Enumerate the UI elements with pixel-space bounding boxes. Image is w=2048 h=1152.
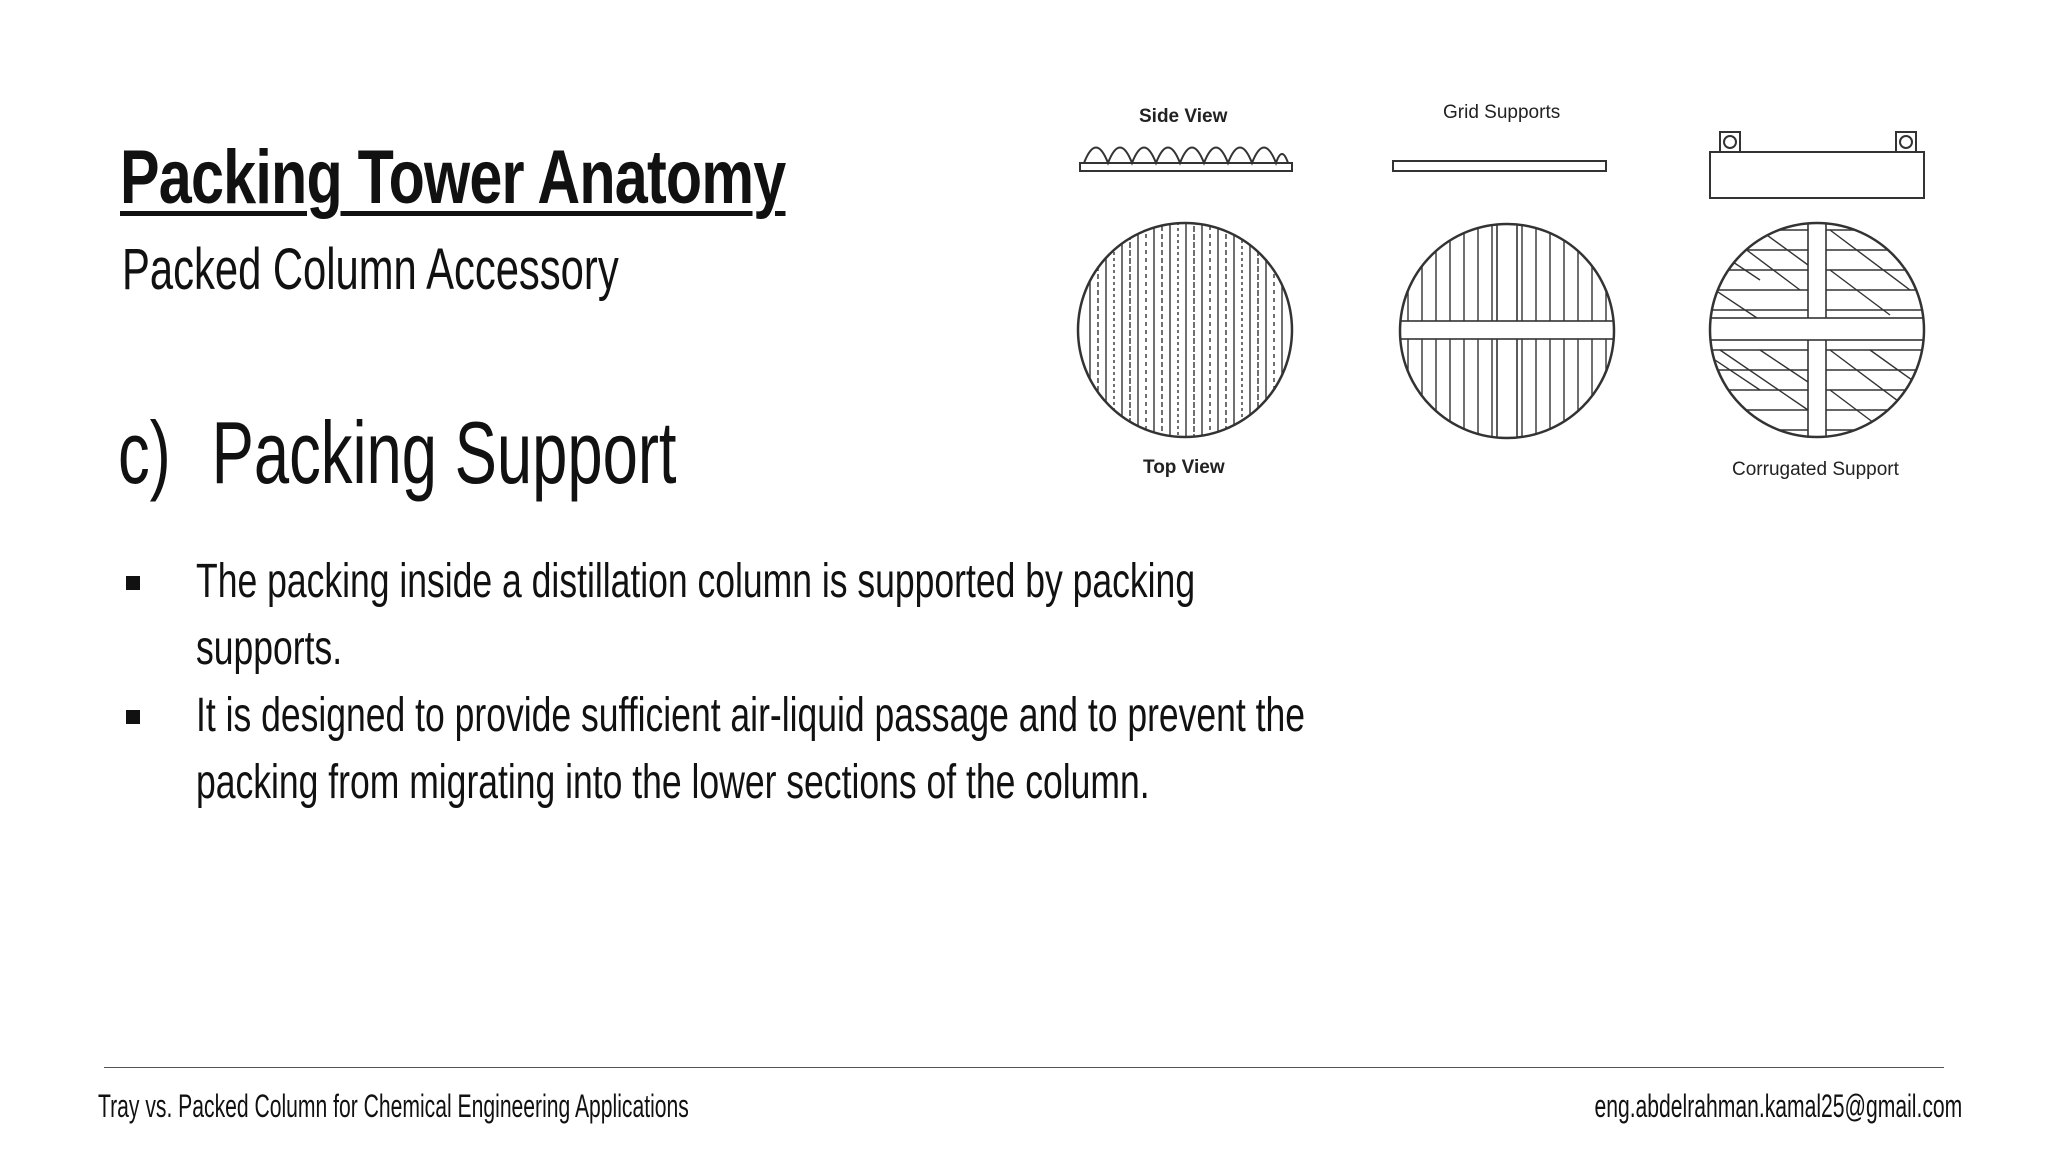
footer-email: eng.abdelrahman.kamal25@gmail.com xyxy=(1594,1088,1962,1124)
packing-support-figure xyxy=(1060,90,1960,490)
section-heading xyxy=(118,402,677,504)
grid-supports-label: Grid Supports xyxy=(1443,102,1561,123)
bullet-text: It is designed to provide sufficient air-liquid passage and to prevent the packing from migrating into the lower sections of the column. xyxy=(196,689,1306,809)
section-heading-text: Packing Support xyxy=(211,403,677,502)
grid-support-side-drawing xyxy=(1393,161,1606,171)
corrugated-support-side-drawing xyxy=(1710,132,1924,198)
footer-course-title: Tray vs. Packed Column for Chemical Engineering Applications xyxy=(98,1088,689,1124)
slide-subtitle: Packed Column Accessory xyxy=(122,237,619,302)
top-view-label: Top View xyxy=(1143,457,1225,478)
bullet-item xyxy=(120,548,1620,682)
slide-title: Packing Tower Anatomy xyxy=(120,135,786,220)
grid-support-top-drawing xyxy=(1390,210,1630,450)
side-view-drawing xyxy=(1080,148,1292,172)
corrugated-support-label: Corrugated Support xyxy=(1732,459,1899,480)
top-view-drawing xyxy=(1078,210,1292,450)
footer-divider xyxy=(104,1067,1944,1068)
corrugated-support-top-drawing xyxy=(1700,210,1940,450)
bullet-square-icon xyxy=(126,576,140,590)
side-view-label: Side View xyxy=(1139,106,1228,127)
section-marker: c) xyxy=(118,403,171,502)
bullet-square-icon xyxy=(126,710,140,724)
bullet-item xyxy=(120,682,1620,816)
bullet-text: The packing inside a distillation column is supported by packing supports. xyxy=(196,555,1196,675)
packing-support-diagram xyxy=(1060,90,1960,490)
bullet-list xyxy=(120,548,1620,816)
